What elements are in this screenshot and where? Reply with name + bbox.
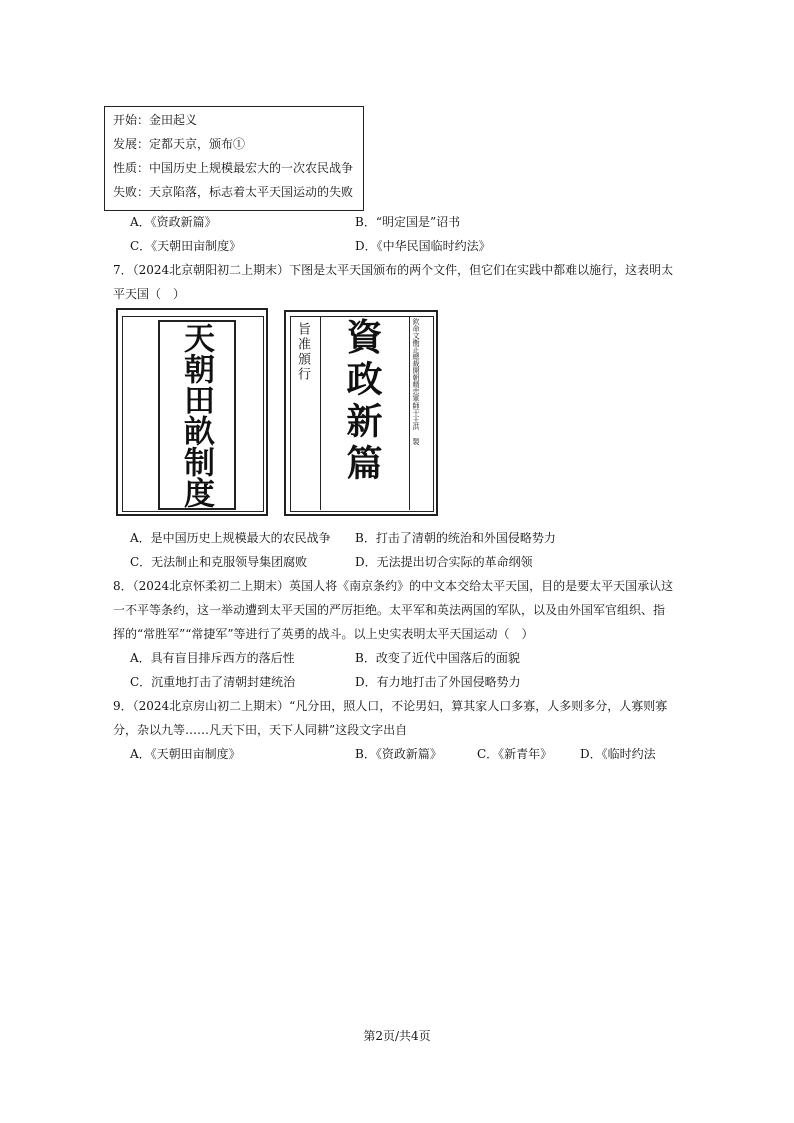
q8-stem-line3: 挥的“常胜军”“常捷军”等进行了英勇的战斗。以上史实表明太平天国运动（ ）: [113, 627, 534, 641]
q8-stem-line2: 一不平等条约，这一举动遭到太平天国的严厉拒绝。太平军和英法两国的军队，以及由外国军官组织、指: [113, 603, 666, 617]
q6-option-c: C．《天朝田亩制度》: [130, 239, 242, 253]
q7-stem-line1: 7．（2024北京朝阳初二上期末）下图是太平天国颁布的两个文件，但它们在实践中都难以施行，这表明太: [113, 263, 674, 277]
summary-development: 发展：定都天京，颁布①: [113, 137, 246, 151]
q8-option-c: C．沉重地打击了清朝封建统治: [130, 675, 296, 689]
q7-stem-line2: 平天国（ ）: [113, 287, 186, 301]
zizheng-xinpian-image: [284, 310, 438, 516]
q9-option-a: A．《天朝田亩制度》: [130, 747, 241, 761]
q8-option-d: D．有力地打击了外国侵略势力: [355, 675, 521, 689]
right-image-side-text: 旨准頒行: [295, 322, 310, 382]
left-image-title: 天朝田畝制度: [178, 322, 214, 508]
q9-stem-line2: 分，杂以九等……凡天下田，天下人同耕”这段文字出自: [113, 723, 408, 737]
q6-option-d: D．《中华民国临时约法》: [355, 239, 491, 253]
q9-option-b: B．《资政新篇》: [355, 747, 442, 761]
q8-option-b: B．改变了近代中国落后的面貌: [355, 651, 520, 665]
summary-nature: 性质：中国历史上规模最宏大的一次农民战争: [113, 161, 354, 175]
tianchao-tianmu-zhidu-image: [116, 308, 268, 516]
q6-option-b: B．“明定国是”诏书: [355, 215, 461, 229]
right-image-title: 資政新篇: [341, 318, 383, 486]
q8-option-a: A．具有盲目排斥西方的落后性: [130, 651, 295, 665]
q9-option-c: C．《新青年》: [477, 747, 553, 761]
summary-failure: 失败：天京陷落，标志着太平天国运动的失败: [113, 185, 354, 199]
right-image-author: 欽命文衡正總裁開朝精忠軍師干王洪 製: [412, 318, 420, 445]
q8-stem-line1: 8．（2024北京怀柔初二上期末）英国人将《南京条约》的中文本交给太平天国，目的是要太平天国承认这: [113, 579, 674, 593]
q7-option-a: A．是中国历史上规模最大的农民战争: [130, 531, 331, 545]
q9-option-d: D．《临时约法: [580, 747, 656, 761]
q7-option-b: B．打击了清朝的统治和外国侵略势力: [355, 531, 556, 545]
page-number: 第2页/共4页: [363, 1029, 431, 1043]
summary-box: [104, 106, 364, 211]
q7-option-c: C．无法制止和克服领导集团腐败: [130, 555, 308, 569]
q9-stem-line1: 9．（2024北京房山初二上期末）“凡分田，照人口，不论男妇，算其家人口多寡，人多则多分，人寡则寡: [113, 699, 668, 713]
summary-start: 开始：金田起义: [113, 113, 198, 127]
q6-option-a: A．《资政新篇》: [130, 215, 217, 229]
q7-option-d: D．无法提出切合实际的革命纲领: [355, 555, 533, 569]
